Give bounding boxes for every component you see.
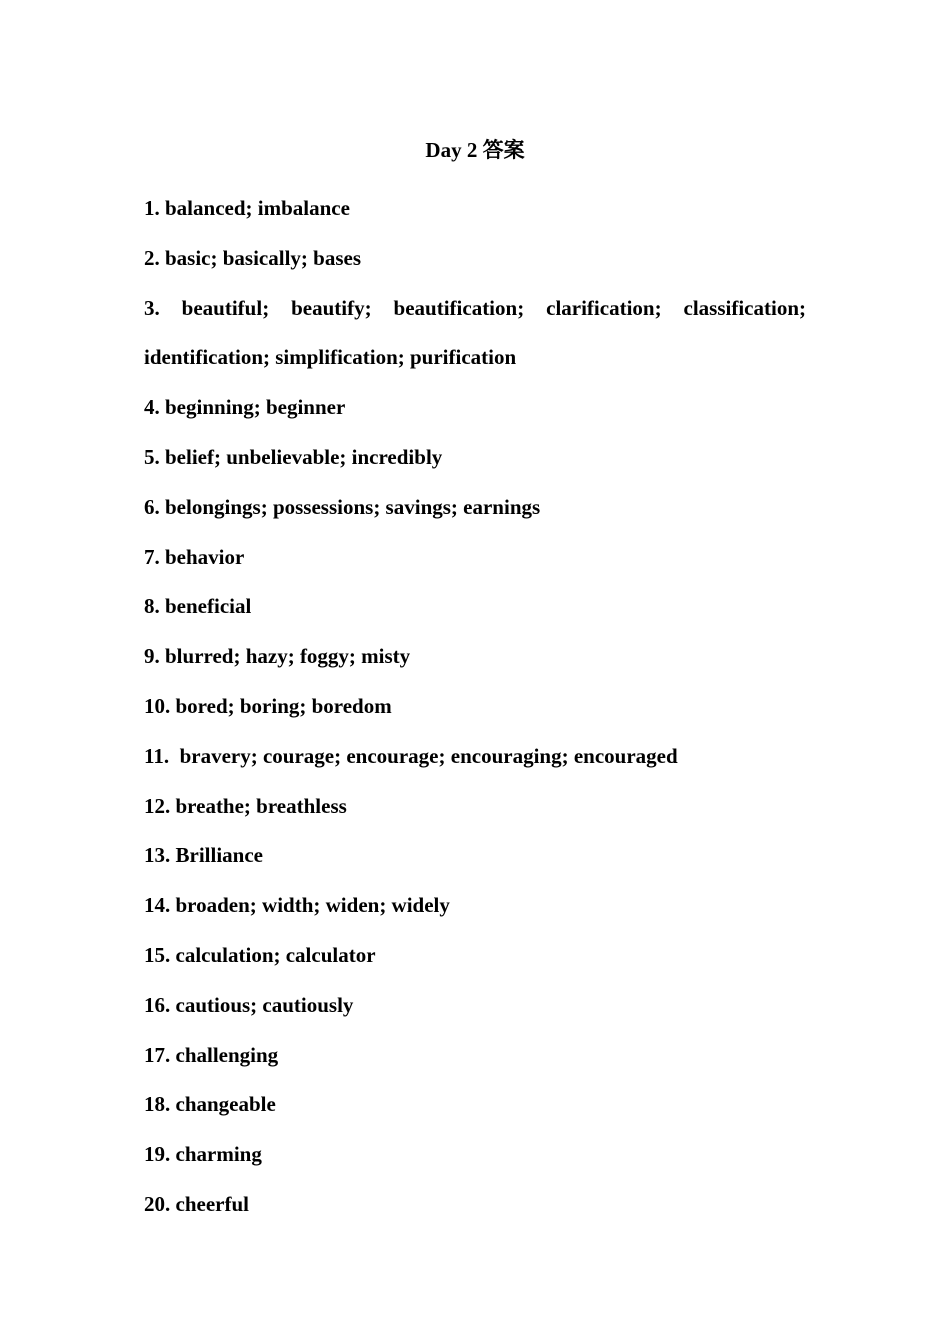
answer-item-4: 4. beginning; beginner	[144, 395, 346, 420]
answer-item-13: 13. Brilliance	[144, 843, 263, 868]
answer-item-15: 15. calculation; calculator	[144, 942, 376, 967]
answer-item-18: 18. changeable	[144, 1092, 276, 1117]
answer-item-16: 16. cautious; cautiously	[144, 992, 354, 1017]
page-title: Day 2 答案	[425, 138, 525, 162]
answer-list	[144, 184, 806, 1230]
answer-item-12: 12. breathe; breathless	[144, 793, 347, 818]
answer-item-20: 20. cheerful	[144, 1191, 249, 1216]
answer-item-9: 9. blurred; hazy; foggy; misty	[144, 644, 411, 669]
answer-item-7: 7. behavior	[144, 544, 245, 569]
answer-item-11: 11. bravery; courage; encourage; encouraging; encouraged	[144, 743, 678, 768]
answer-item-19: 19. charming	[144, 1142, 262, 1167]
answer-item-10: 10. bored; boring; boredom	[144, 693, 392, 718]
answer-item-14: 14. broaden; width; widen; widely	[144, 893, 450, 918]
answer-item-3: 3. beautiful; beautify; beautification; clarification; classification; identification; simplification; purification	[144, 295, 806, 370]
answer-item-2: 2. basic; basically; bases	[144, 245, 362, 270]
answer-item-5: 5. belief; unbelievable; incredibly	[144, 444, 443, 469]
answer-item-17: 17. challenging	[144, 1042, 279, 1067]
answer-item-1: 1. balanced; imbalance	[144, 196, 350, 220]
answer-item-6: 6. belongings; possessions; savings; earnings	[144, 494, 541, 519]
answer-item-8: 8. beneficial	[144, 594, 252, 619]
